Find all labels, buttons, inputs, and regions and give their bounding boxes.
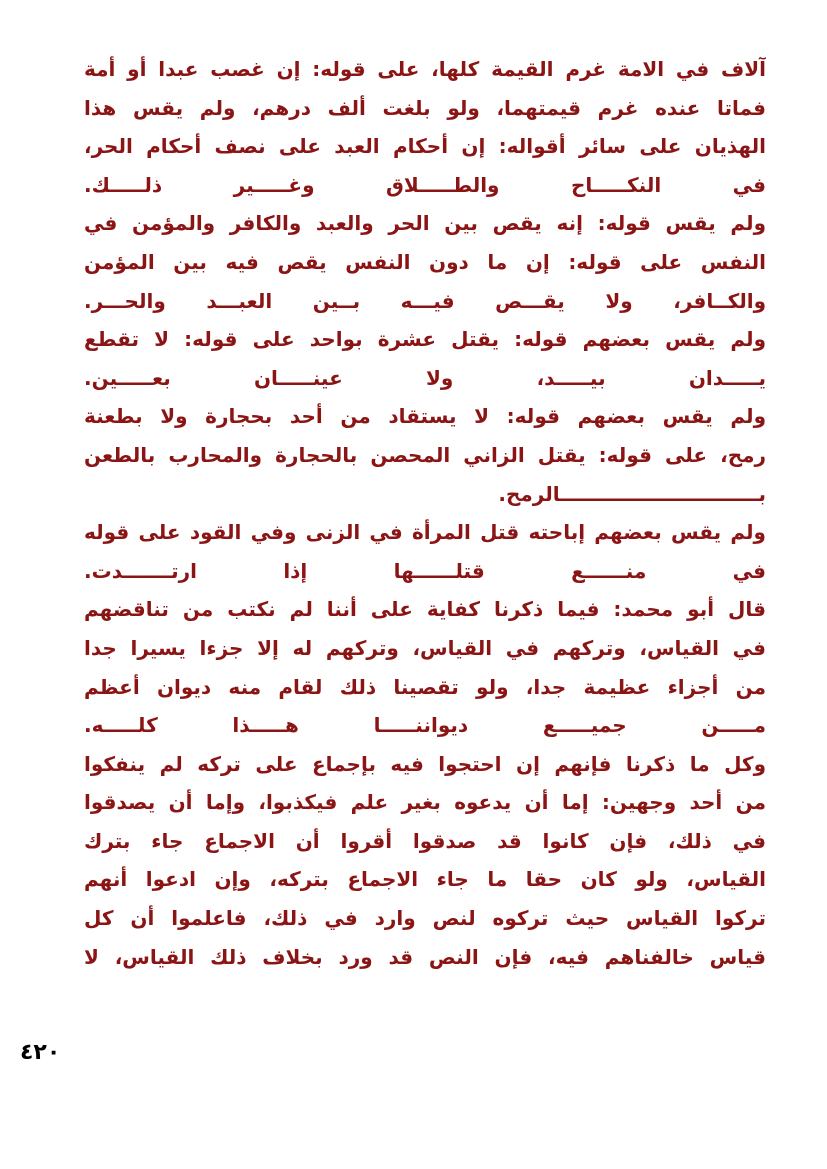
- text-line: ولم يقس قوله: إنه يقص بين الحر والعبد والكافر والمؤمن في: [84, 211, 766, 236]
- text-line: في النكـــــاح والطـــــلاق وغـــــير ذلـــــك.: [84, 172, 766, 197]
- text-line: رمح، على قوله: يقتل الزاني المحصن بالحجارة والمحارب بالطعن: [84, 442, 766, 467]
- text-line: الهذيان على سائر أقواله: إن أحكام العبد على نصف أحكام الحر،: [84, 134, 766, 159]
- text-line: قال أبو محمد: فيما ذكرنا كفاية على أننا لم نكتب من تناقضهم: [84, 597, 766, 622]
- text-line: ولم يقس بعضهم قوله: يقتل عشرة بواحد على قوله: لا تقطع: [84, 327, 766, 352]
- text-line: مـــــن جميـــــع ديواننـــــا هـــــذا كلـــــه.: [84, 713, 766, 738]
- text-line: يـــــدان بيـــــد، ولا عينـــــان بعـــــين.: [84, 365, 766, 390]
- text-line: فماتا عنده غرم قيمتهما، ولو بلغت ألف درهم، ولم يقس هذا: [84, 95, 766, 120]
- text-line: النفس على قوله: إن ما دون النفس يقص فيه بين المؤمن: [84, 249, 766, 274]
- text-line: تركوا القياس حيث تركوه لنص وارد في ذلك، فاعلموا أن كل: [84, 906, 766, 931]
- text-line: من أحد وجهين: إما أن يدعوه بغير علم فيكذبوا، وإما أن يصدقوا: [84, 790, 766, 815]
- text-line: قياس خالفناهم فيه، فإن النص قد ورد بخلاف ذلك القياس، لا: [84, 944, 766, 969]
- text-line: وكل ما ذكرنا فإنهم إن احتجوا فيه بإجماع على تركه لم ينفكوا: [84, 751, 766, 776]
- body-text: [84, 50, 766, 976]
- text-line: بـــــــــــــــــــــــــــــالرمح.: [498, 481, 766, 506]
- text-line: في القياس، وتركهم في القياس، وتركهم له إلا جزءا يسيرا جدا: [84, 635, 766, 660]
- page-number: ٤٢٠: [20, 1040, 61, 1065]
- text-line: القياس، ولو كان حقا ما جاء الاجماع بتركه، وإن ادعوا أنهم: [84, 867, 766, 892]
- text-line: والكــافر، ولا يقـــص فيـــه بــين العبـــد والحـــر.: [84, 288, 766, 313]
- text-line: في ذلك، فإن كانوا قد صدقوا أقروا أن الاجماع جاء بترك: [84, 828, 766, 853]
- text-line: ولم يقس بعضهم إباحته قتل المرأة في الزنى وفي القود على قوله: [84, 520, 766, 545]
- text-line: من أجزاء عظيمة جدا، ولو تقصينا ذلك لقام منه ديوان أعظم: [84, 674, 766, 699]
- text-line: آلاف في الامة غرم القيمة كلها، على قوله: إن غصب عبدا أو أمة: [84, 57, 766, 81]
- text-line: في منــــــع قتلــــــها إذا ارتـــــــدت.: [84, 558, 766, 583]
- text-line: ولم يقس بعضهم قوله: لا يستقاد من أحد بحجارة ولا بطعنة: [84, 404, 766, 429]
